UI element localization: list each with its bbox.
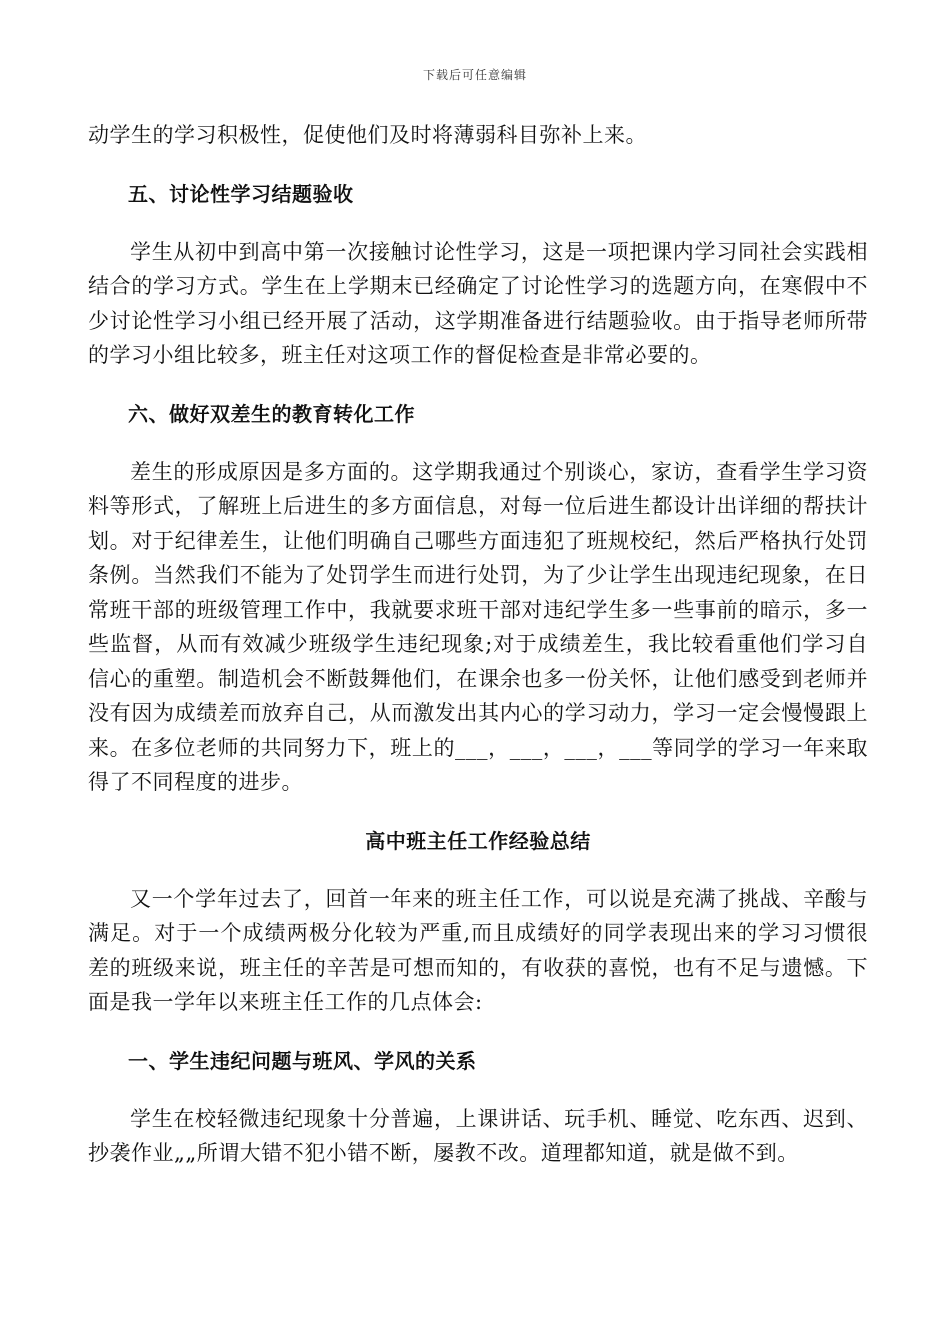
section-heading-six: 六、做好双差生的教育转化工作 — [128, 401, 415, 426]
paragraph-continuation: 动学生的学习积极性，促使他们及时将薄弱科目弥补上来。 — [88, 123, 647, 147]
paragraph-six: 差生的形成原因是多方面的。这学期我通过个别谈心，家访，查看学生学习资料等形式，了解班上后进生的多方面信息，对每一位后进生都设计出详细的帮扶计划。对于纪律差生，让他们明确自己哪些方面违犯了班规校纪，然后严格执行处罚条例。当然我们不能为了处罚学生而进行处罚，为了少让学生出现违纪现象，在日常班干部的班级管理工作中，我就要求班干部对违纪学生多一些事前的暗示，多一些监督，从而有效减少班级学生违纪现象;对于成绩差生，我比较看重他们学习自信心的重塑。制造机会不断鼓舞他们，在课余也多一份关怀，让他们感受到老师并没有因为成绩差而放弃自己，从而激发出其内心的学习动力，学习一定会慢慢跟上来。在多位老师的共同努力下，班上的___，___，___，___等同学的学习一年来取得了不同程度的进步。 — [88, 459, 868, 794]
paragraph-five: 学生从初中到高中第一次接触讨论性学习，这是一项把课内学习同社会实践相结合的学习方式。学生在上学期末已经确定了讨论性学习的选题方向，在寒假中不少讨论性学习小组已经开展了活动，这学期准备进行结题验收。由于指导老师所带的学习小组比较多，班主任对这项工作的督促检查是非常必要的。 — [88, 239, 868, 367]
page-header-note: 下载后可任意编辑 — [422, 68, 527, 82]
section-heading-one: 一、学生违纪问题与班风、学风的关系 — [128, 1048, 477, 1073]
section-heading-five: 五、讨论性学习结题验收 — [128, 181, 354, 206]
paragraph-one: 学生在校轻微违纪现象十分普遍，上课讲话、玩手机、睡觉、吃东西、迟到、抄袭作业„„所谓大错不犯小错不断，屡教不改。道理都知道，就是做不到。 — [88, 1106, 868, 1165]
paragraph-intro: 又一个学年过去了，回首一年来的班主任工作，可以说是充满了挑战、辛酸与满足。对于一个成绩两极分化较为严重,而且成绩好的同学表现出来的学习习惯很差的班级来说，班主任的辛苦是可想而知的，有收获的喜悦，也有不足与遗憾。下面是我一学年以来班主任工作的几点体会: — [88, 886, 868, 1014]
document-body — [88, 118, 868, 1171]
document-title-summary: 高中班主任工作经验总结 — [365, 828, 591, 853]
